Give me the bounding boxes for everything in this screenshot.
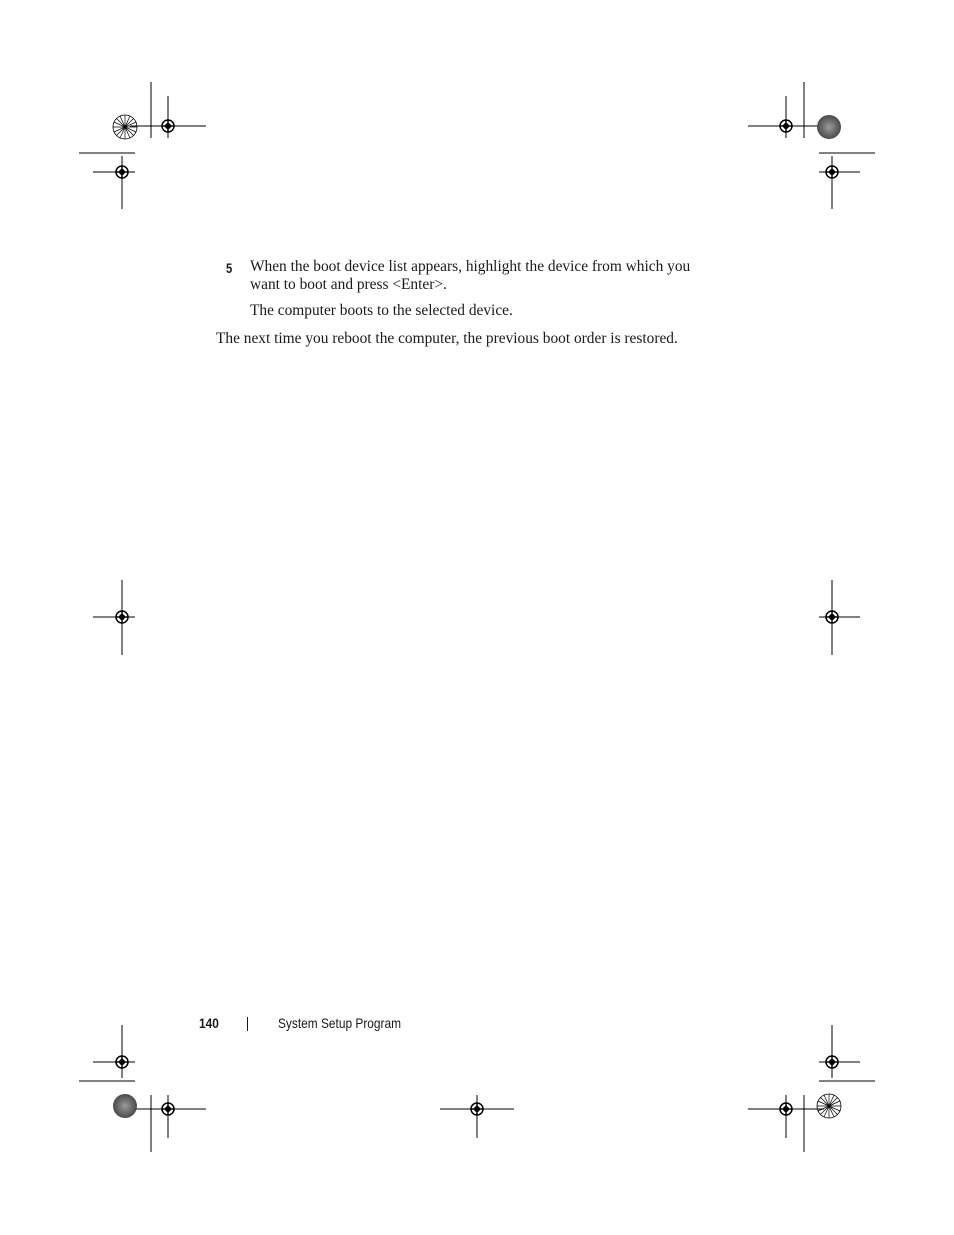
crop-mark-middle-left [93, 580, 135, 655]
step-instruction: When the boot device list appears, highlight the device from which you want to boot and press <Enter>. [250, 258, 691, 293]
crop-mark-bottom-left [79, 1025, 206, 1152]
gray-target-top-right [817, 115, 841, 139]
footer-section-title: System Setup Program [278, 1015, 402, 1031]
crop-mark-middle-right [819, 580, 860, 655]
body-paragraph: The next time you reboot the computer, the previous boot order is restored. [216, 330, 678, 347]
step-result: The computer boots to the selected device. [250, 302, 513, 319]
gray-target-bottom-left [113, 1094, 137, 1118]
crop-mark-top-left [79, 82, 206, 209]
crop-mark-bottom-center [440, 1095, 514, 1138]
crop-mark-bottom-right [748, 1025, 875, 1152]
step-number: 5 [226, 260, 233, 276]
star-target-bottom-right [817, 1094, 841, 1118]
crop-mark-top-right [748, 82, 875, 209]
star-target-top-left [113, 115, 137, 139]
footer-separator [247, 1017, 248, 1031]
page-number: 140 [199, 1015, 219, 1031]
